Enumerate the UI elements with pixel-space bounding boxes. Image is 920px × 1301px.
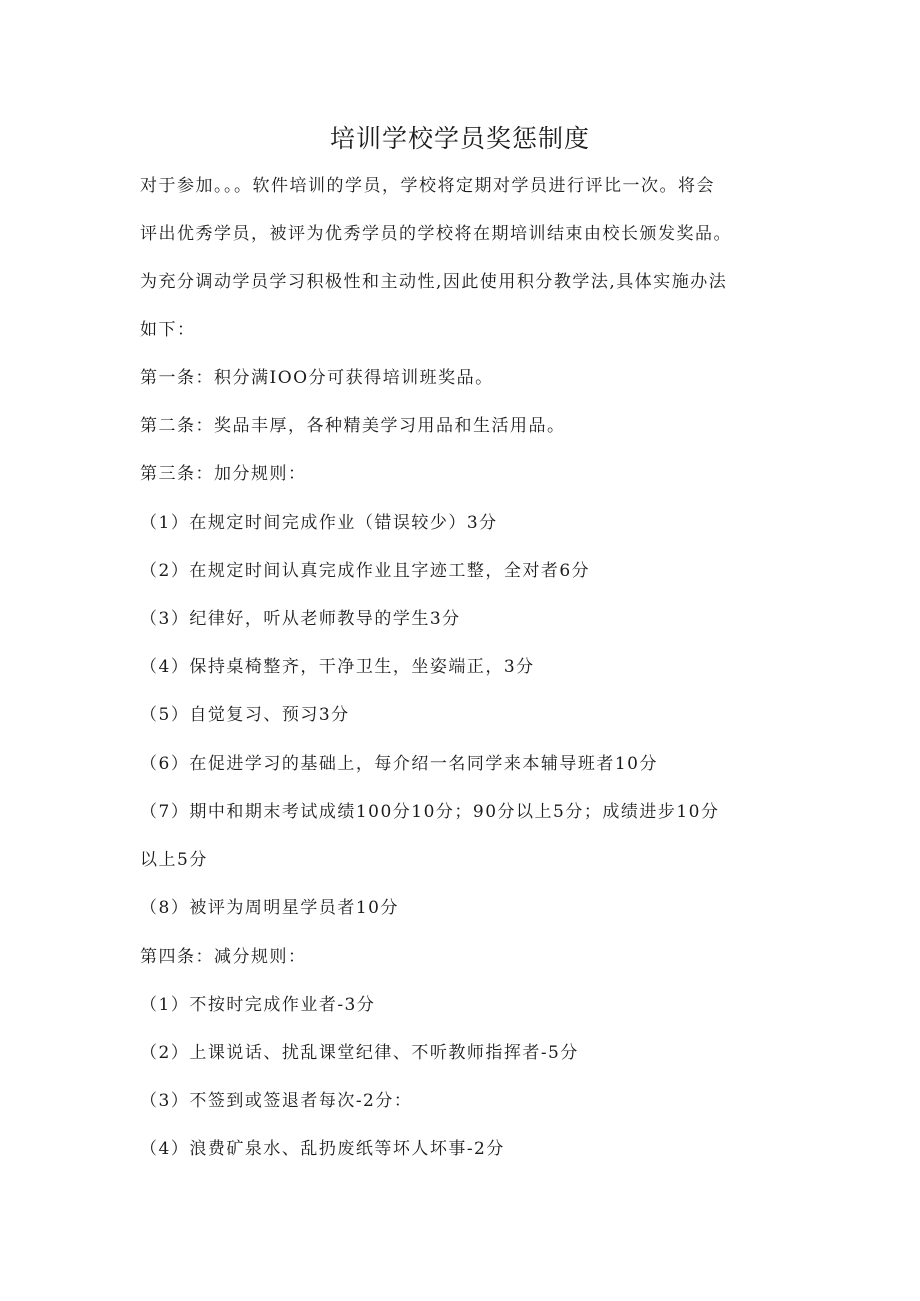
bonus-rule-5: （5）自觉复习、预习3分 bbox=[140, 705, 350, 725]
bonus-rule-6: （6）在促进学习的基础上，每介绍一名同学来本辅导班者10分 bbox=[140, 754, 658, 774]
article-2: 第二条：奖品丰厚，各种精美学习用品和生活用品。 bbox=[140, 416, 566, 436]
bonus-rule-3: （3）纪律好，听从老师教导的学生3分 bbox=[140, 609, 461, 629]
bonus-rule-7-continued: 以上5分 bbox=[140, 850, 208, 870]
intro-line-4: 如下： bbox=[140, 320, 196, 340]
bonus-rule-4: （4）保持桌椅整齐，干净卫生，坐姿端正，3分 bbox=[140, 657, 535, 677]
document-title: 培训学校学员奖惩制度 bbox=[329, 124, 590, 153]
penalty-rule-1: （1）不按时完成作业者-3分 bbox=[140, 995, 376, 1015]
bonus-rule-8: （8）被评为周明星学员者10分 bbox=[140, 898, 399, 918]
bonus-rule-7: （7）期中和期末考试成绩100分10分；90分以上5分；成绩进步10分 bbox=[140, 802, 720, 822]
penalty-rule-2: （2）上课说话、扰乱课堂纪律、不听教师指挥者-5分 bbox=[140, 1043, 579, 1063]
intro-line-1: 对于参加。。。软件培训的学员，学校将定期对学员进行评比一次。将会 bbox=[140, 176, 715, 196]
intro-line-3: 为充分调动学员学习积极性和主动性,因此使用积分教学法,具体实施办法 bbox=[140, 272, 728, 292]
penalty-rule-4: （4）浪费矿泉水、乱扔废纸等坏人坏事-2分 bbox=[140, 1139, 505, 1159]
article-3-heading: 第三条：加分规则： bbox=[140, 464, 307, 484]
article-4-heading: 第四条：减分规则： bbox=[140, 947, 307, 967]
bonus-rule-2: （2）在规定时间认真完成作业且字迹工整，全对者6分 bbox=[140, 561, 591, 581]
penalty-rule-3: （3）不签到或签退者每次-2分： bbox=[140, 1091, 413, 1111]
bonus-rule-1: （1）在规定时间完成作业（错误较少）3分 bbox=[140, 513, 498, 533]
intro-line-2: 评出优秀学员，被评为优秀学员的学校将在期培训结束由校长颁发奖品。 bbox=[140, 224, 732, 244]
article-1: 第一条：积分满IOO分可获得培训班奖品。 bbox=[140, 368, 494, 388]
